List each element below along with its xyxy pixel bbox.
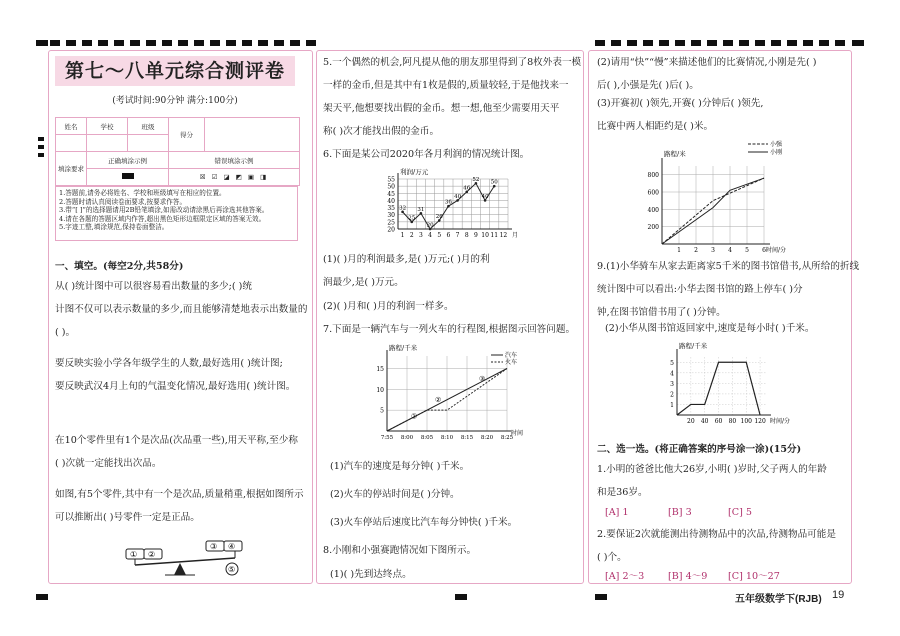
- y-tick-label: 40: [387, 197, 395, 205]
- part-label: ②: [148, 550, 156, 559]
- y-tick-label: 400: [647, 206, 659, 214]
- note: 4.请在各题的答题区域内作答,超出黑色矩形边框限定区域的答案无效。: [59, 214, 266, 223]
- segment-mark: ②: [435, 395, 442, 404]
- x-tick-label: 6: [446, 232, 451, 239]
- data-label: 20: [426, 222, 434, 229]
- data-label: 52: [472, 176, 480, 183]
- choice-2-option-c[interactable]: [C] 10～27: [728, 571, 780, 582]
- x-axis-label: 月: [512, 232, 519, 239]
- correct-example-label: 正确填涂示例: [87, 152, 169, 169]
- info-table: [55, 117, 300, 186]
- x-tick-label: 20: [687, 418, 695, 425]
- note: 2.答题时请认真阅读卷面要求,按要求作答。: [59, 197, 187, 206]
- question-8-3: (3)开赛初( )领先,开赛( )分钟后( )领先, 比赛中两人相距约是( )米。: [597, 98, 764, 132]
- x-tick-label: 120: [754, 418, 766, 425]
- question-6-2: (2)( )月和( )月的利润一样多。: [323, 301, 454, 312]
- question-7-2: (2)火车的停站时间是( )分钟。: [330, 489, 460, 500]
- class-label: 班级: [128, 118, 169, 135]
- x-tick-label: 8:15: [460, 435, 474, 441]
- footer-grade: 五年级数学下(RJB): [735, 594, 822, 605]
- question-5: 5.一个偶然的机会,阿凡提从他的朋友那里得到了8枚外表一模 一样的金币,但是其中有1枚是假的,质量较轻,于是他找来一 架天平,他想要找出假的金币。想一想,他至少需要用天平 称( )次才能找出假的金币。: [323, 57, 582, 137]
- class-field[interactable]: [128, 135, 169, 152]
- x-tick-label: 8: [464, 232, 469, 239]
- x-tick-label: 10: [481, 232, 489, 239]
- note: 1.答题前,请务必将姓名、学校和班级填写在相应的位置。: [59, 189, 226, 197]
- choice-1-option-b[interactable]: [B] 3: [668, 507, 692, 518]
- segment-mark: ③: [479, 375, 486, 383]
- data-label: 31: [417, 206, 425, 213]
- question-6-1: (1)( )月的利润最多,是( )万元;( )月的利 润最少,是( )万元。: [323, 254, 490, 288]
- balance-scale-figure: [120, 535, 250, 585]
- x-tick-label: 80: [728, 418, 737, 425]
- x-tick-label: 7:55: [380, 435, 394, 441]
- bike-line-chart: [655, 340, 795, 432]
- question-7: 7.下面是一辆汽车与一列火车的行程图,根据图示回答问题。: [323, 324, 576, 335]
- legend-label: 小刚: [770, 149, 783, 156]
- race-line-chart: [628, 138, 808, 256]
- corner-mark: [36, 40, 48, 46]
- segment-mark: ①: [411, 412, 418, 421]
- question-9: 9.(1)小华骑车从家去距离家5千米的图书馆借书,从所给的折线 统计图中可以看出:小华去图书馆的路上停车( )分 钟,在图书馆借书用了( )分钟。: [597, 261, 860, 318]
- choice-1-option-c[interactable]: [C] 5: [728, 507, 752, 518]
- y-tick-label: 2: [670, 391, 674, 399]
- choice-1: 1.小明的爸爸比他大26岁,小明( )岁时,父子两人的年龄 和是36岁。: [597, 464, 827, 498]
- side-mark: [38, 145, 44, 149]
- section-2-heading: 二、选一选。(将正确答案的序号涂一涂)(15分): [597, 444, 802, 455]
- section-1-heading: 一、填空。(每空2分,共58分): [55, 261, 184, 272]
- x-tick-label: 6: [762, 247, 766, 254]
- y-tick-label: 20: [387, 226, 395, 234]
- choice-2-option-b[interactable]: [B] 4～9: [668, 571, 708, 582]
- y-tick-label: 10: [376, 386, 384, 394]
- question-8-1: (1)( )先到达终点。: [330, 569, 412, 580]
- y-tick-label: 1: [670, 401, 674, 409]
- school-label: 学校: [87, 118, 128, 135]
- wrong-example-label: 错误填涂示例: [169, 152, 300, 169]
- notes-box: [55, 186, 298, 241]
- choice-2: 2.要保证2次就能测出待测物品中的次品,待测物品可能是 ( )个。: [597, 529, 836, 563]
- travel-line-chart: [365, 343, 530, 448]
- y-tick-label: 15: [376, 366, 384, 373]
- y-tick-label: 5: [380, 407, 384, 415]
- corner-mark: [36, 594, 48, 600]
- x-axis-label: 时间/分: [766, 247, 787, 254]
- x-tick-label: 8:00: [400, 435, 414, 441]
- x-axis-label: 时间: [511, 430, 524, 437]
- x-tick-label: 100: [740, 418, 752, 425]
- note: 3.带“[ ]”的选择题请用2B铅笔填涂,如需改动请涂黑后再涂选其他答案。: [59, 206, 269, 214]
- legend-label: 汽车: [505, 352, 518, 359]
- x-tick-label: 3: [711, 247, 715, 254]
- corner-mark: [455, 594, 467, 600]
- x-tick-label: 2: [694, 247, 698, 254]
- x-tick-label: 40: [700, 418, 709, 425]
- x-tick-label: 8:20: [480, 435, 494, 441]
- part-label: ①: [130, 550, 138, 559]
- y-axis-label: 利润/万元: [400, 168, 429, 176]
- x-tick-label: 4: [428, 232, 432, 239]
- data-label: 36: [444, 199, 452, 206]
- fill-req-label: 填涂要求: [56, 152, 87, 186]
- y-tick-label: 45: [387, 190, 395, 198]
- x-tick-label: 8:10: [440, 435, 454, 441]
- score-box[interactable]: [205, 118, 300, 152]
- part-label: ④: [228, 542, 236, 551]
- x-tick-label: 1: [400, 232, 405, 239]
- x-tick-label: 11: [490, 232, 499, 239]
- x-tick-label: 7: [455, 232, 460, 239]
- corner-mark: [595, 594, 607, 600]
- question-8: 8.小刚和小强赛跑情况如下图所示。: [323, 545, 477, 556]
- question-4: 如图,有5个零件,其中有一个是次品,质量稍重,根据如图所示 可以推断出( )号零件一定是正品。: [55, 489, 304, 523]
- legend-label: 小强: [770, 141, 783, 148]
- side-mark: [38, 137, 44, 141]
- wrong-example: ☒ ☑ ◪ ◩ ▣ ◨: [169, 169, 300, 186]
- choice-2-option-a[interactable]: [A] 2～3: [605, 571, 645, 582]
- y-tick-label: 4: [670, 370, 674, 378]
- correct-example: [87, 169, 169, 186]
- y-tick-label: 50: [387, 183, 395, 191]
- y-axis-label: 路程/千米: [679, 342, 708, 350]
- y-tick-label: 600: [647, 189, 659, 197]
- question-9-2: (2)小华从图书馆返回家中,速度是每小时( )千米。: [605, 323, 815, 334]
- y-tick-label: 30: [387, 212, 395, 220]
- y-axis-label: 路程/千米: [389, 344, 418, 352]
- name-label: 姓名: [56, 118, 87, 135]
- x-tick-label: 9: [474, 232, 478, 239]
- data-label: 50: [490, 179, 498, 186]
- page-number: 19: [832, 589, 845, 601]
- top-dash-rule: [50, 40, 320, 46]
- question-7-1: (1)汽车的速度是每分钟( )千米。: [330, 461, 470, 472]
- page-title: 第七～八单元综合测评卷: [55, 56, 295, 86]
- profit-line-chart: [370, 167, 520, 247]
- x-tick-label: 3: [419, 232, 423, 239]
- question-3: 在10个零件里有1个是次品(次品重一些),用天平称,至少称 ( )次就一定能找出次品。: [55, 435, 298, 469]
- school-field[interactable]: [87, 135, 128, 152]
- question-7-3: (3)火车停站后速度比汽车每分钟快( )千米。: [330, 517, 518, 528]
- legend-label: 火车: [505, 359, 518, 366]
- name-field[interactable]: [56, 135, 87, 152]
- y-tick-label: 55: [387, 176, 395, 184]
- question-8-2: (2)请用“快”“慢”来描述他们的比赛情况,小刚是先( ) 后( ),小强是先( )后( )。: [597, 57, 817, 91]
- question-1: 从( )统计图中可以很容易看出数量的多少;( )统 计图不仅可以表示数量的多少,而且能够清楚地表示出数量的 ( )。: [55, 281, 308, 338]
- score-label: 得分: [169, 118, 205, 152]
- y-tick-label: 800: [647, 172, 659, 180]
- exam-info: (考试时间:90分钟 满分:100分): [112, 96, 238, 106]
- y-axis-label: 路程/米: [664, 150, 686, 158]
- top-dash-rule: [595, 40, 845, 46]
- side-mark: [38, 153, 44, 157]
- x-tick-label: 5: [437, 232, 442, 239]
- x-tick-label: 1: [677, 247, 681, 254]
- x-tick-label: 8:05: [420, 435, 434, 441]
- question-6: 6.下面是某公司2020年各月利润的情况统计图。: [323, 149, 530, 160]
- x-axis-label: 时间/分: [770, 418, 791, 425]
- x-tick-label: 2: [409, 232, 414, 239]
- question-2: 要反映实验小学各年级学生的人数,最好选用( )统计图; 要反映武汉4月上旬的气温变化情况,最好选用( )统计图。: [55, 358, 296, 392]
- corner-mark: [852, 40, 864, 46]
- y-tick-label: 25: [387, 219, 395, 227]
- y-tick-label: 5: [670, 359, 674, 367]
- x-tick-label: 12: [499, 232, 508, 239]
- data-label: 46: [463, 185, 471, 192]
- part-label: ③: [210, 542, 218, 551]
- x-tick-label: 8:25: [500, 435, 514, 441]
- part-label: ⑤: [228, 565, 236, 574]
- data-label: 32: [399, 205, 407, 212]
- x-tick-label: 4: [728, 247, 732, 254]
- y-tick-label: 200: [647, 224, 659, 232]
- data-label: 25: [408, 215, 416, 222]
- data-label: 40: [481, 193, 489, 200]
- y-tick-label: 3: [670, 380, 674, 388]
- data-label: 40: [454, 193, 462, 200]
- x-tick-label: 5: [745, 247, 749, 254]
- x-tick-label: 60: [714, 418, 723, 425]
- y-tick-label: 35: [387, 205, 395, 213]
- data-label: 26: [435, 213, 443, 220]
- note: 5.字迹工整,填涂规范,保持卷面整洁。: [59, 223, 169, 231]
- choice-1-option-a[interactable]: [A] 1: [605, 507, 629, 518]
